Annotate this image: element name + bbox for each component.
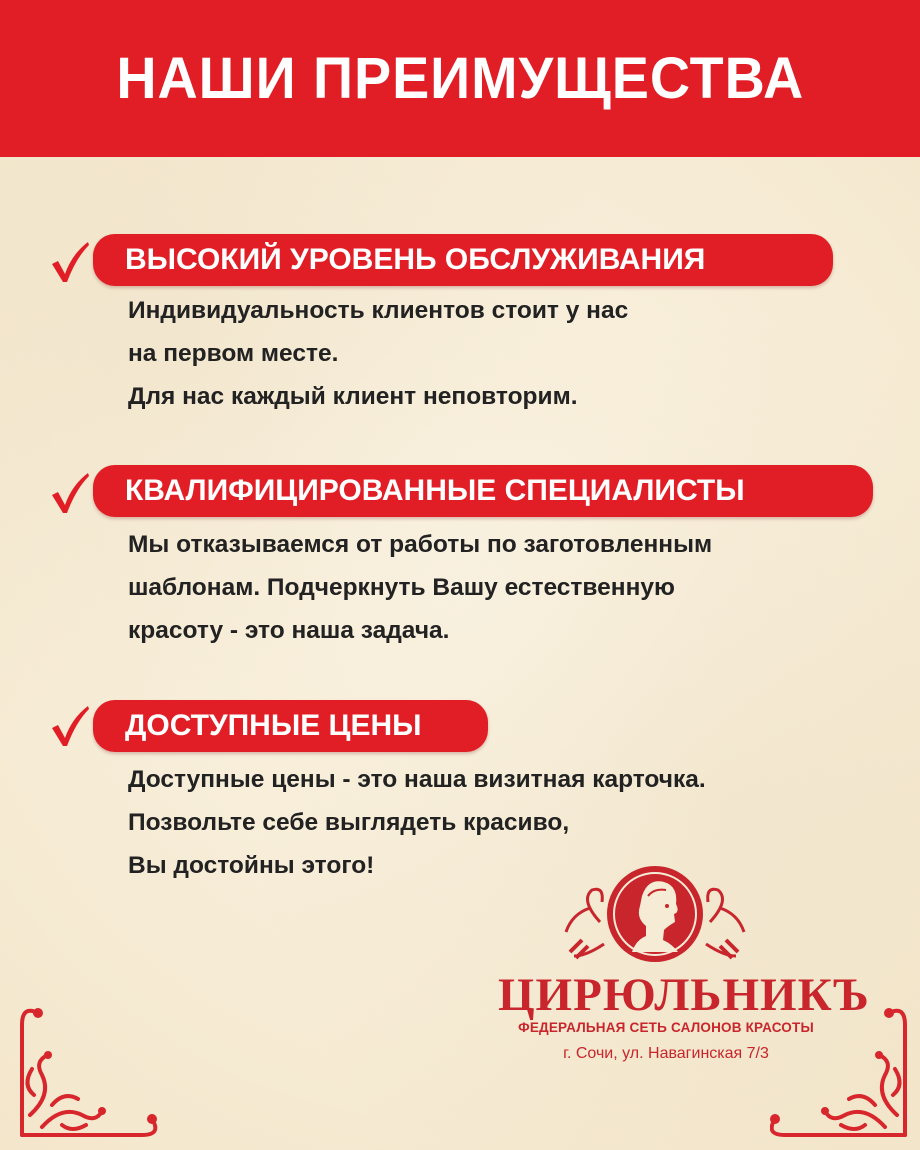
description-line: Позвольте себе выглядеть красиво, [128,809,570,836]
section-title-pill [93,700,488,752]
description-line: Мы отказываемся от работы по заготовленным [128,531,713,558]
ornament-corner-icon [12,995,162,1145]
description-line: шаблонам. Подчеркнуть Вашу естественную [128,574,675,601]
header-banner [0,0,920,157]
section-title-pill [93,234,833,286]
section-title: КВАЛИФИЦИРОВАННЫЕ СПЕЦИАЛИСТЫ [125,474,745,507]
section-description [128,289,628,418]
description-line: Вы достойны этого! [128,852,375,879]
checkmark-icon [48,704,90,750]
description-line: Для нас каждый клиент неповторим. [128,383,578,410]
section-description [128,523,712,652]
brand-address: г. Сочи, ул. Навагинская 7/3 [563,1045,769,1062]
section-title-pill [93,465,873,517]
description-line: Индивидуальность клиентов стоит у нас [128,297,629,324]
page-title: НАШИ ПРЕИМУЩЕСТВА [116,46,804,111]
section-title: ДОСТУПНЫЕ ЦЕНЫ [125,709,422,742]
description-line: Доступные цены - это наша визитная карточка. [128,766,706,793]
ornament-corner-icon [770,995,915,1145]
section-title: ВЫСОКИЙ УРОВЕНЬ ОБСЛУЖИВАНИЯ [125,243,706,276]
checkmark-icon [48,240,90,286]
barber-portrait-emblem-icon [560,860,750,978]
description-line: красоту - это наша задача. [128,617,450,644]
brand-tagline: ФЕДЕРАЛЬНАЯ СЕТЬ САЛОНОВ КРАСОТЫ [518,1020,814,1035]
description-line: на первом месте. [128,340,339,367]
brand-name: ЦИРЮЛЬНИКЪ [498,969,870,1021]
checkmark-icon [48,471,90,517]
